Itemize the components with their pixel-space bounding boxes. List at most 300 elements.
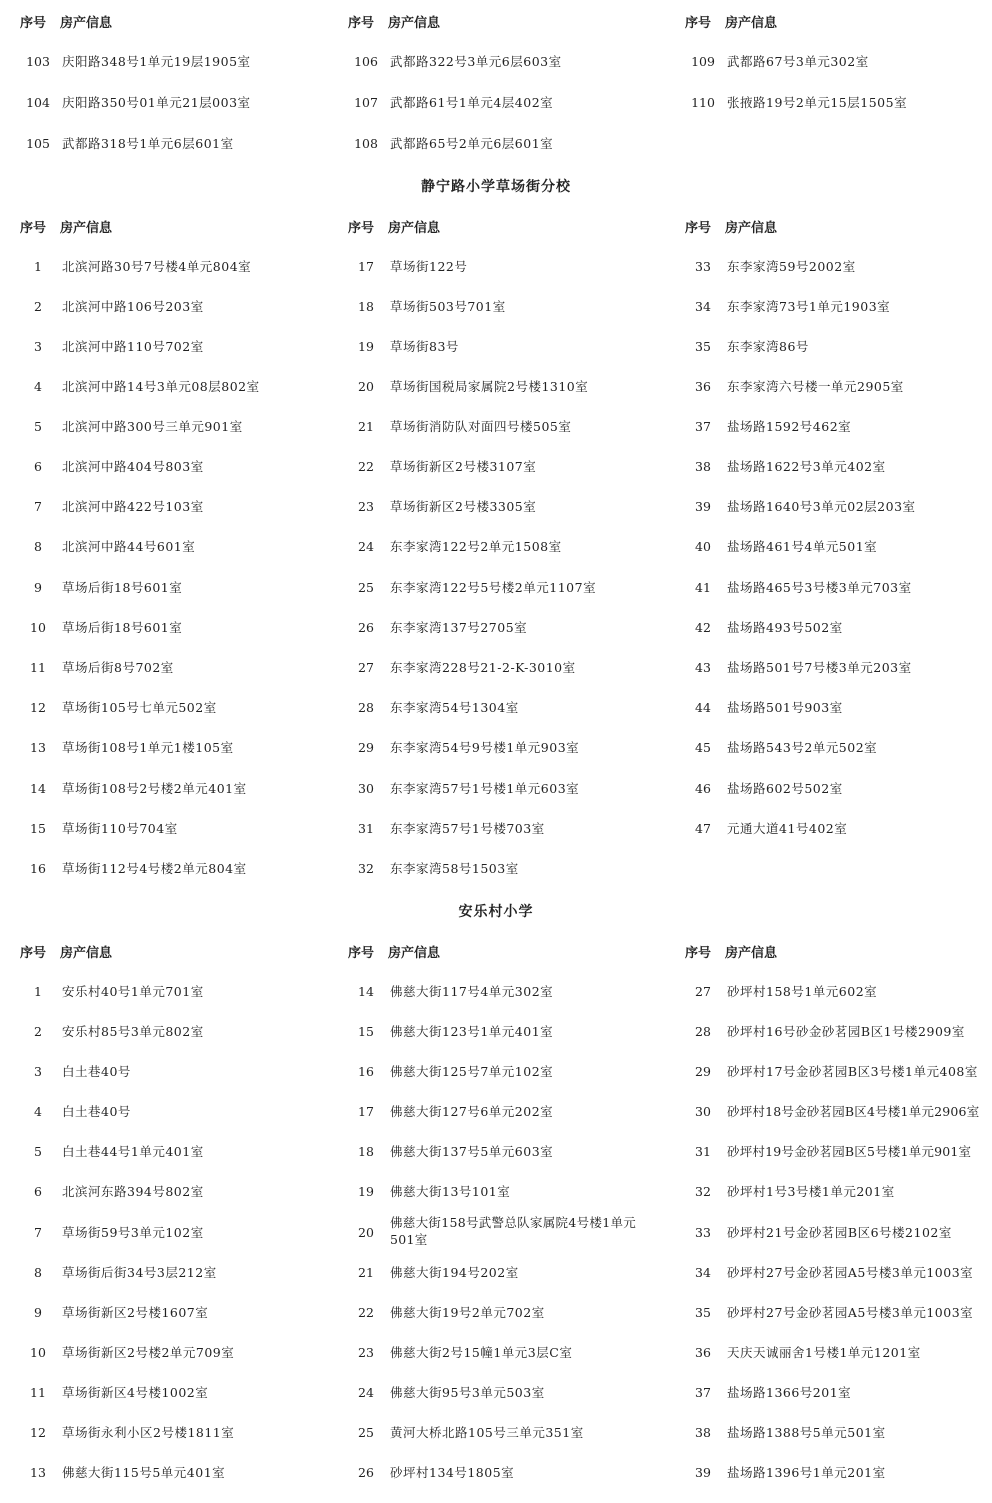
property-info: 盐场路1592号462室 <box>727 419 852 434</box>
table-row <box>20 779 332 819</box>
table-row <box>348 1022 660 1062</box>
table-row <box>685 1182 987 1222</box>
row-number: 19 <box>358 339 374 354</box>
table-row <box>685 1263 987 1303</box>
property-info: 草场街永利小区2号楼1811室 <box>62 1425 235 1440</box>
header-number: 序号 <box>20 221 47 236</box>
row-number: 104 <box>26 95 50 110</box>
table-row <box>348 1303 660 1343</box>
header-info: 房产信息 <box>388 16 441 31</box>
row-number: 28 <box>695 1024 711 1039</box>
table-row <box>20 698 332 738</box>
table-row <box>20 1263 332 1303</box>
property-info: 盐场路501号7号楼3单元203室 <box>727 660 912 675</box>
row-number: 41 <box>695 580 711 595</box>
header-info: 房产信息 <box>725 16 778 31</box>
row-number: 8 <box>34 1265 42 1280</box>
row-number: 40 <box>695 539 711 554</box>
property-info: 砂坪村27号金砂茗园A5号楼3单元1003室 <box>727 1265 974 1280</box>
property-info: 东李家湾122号5号楼2单元1107室 <box>390 580 597 595</box>
row-number: 34 <box>695 1265 711 1280</box>
table-row <box>348 1383 660 1423</box>
row-number: 37 <box>695 419 711 434</box>
table-row <box>685 1062 987 1102</box>
row-number: 35 <box>695 1305 711 1320</box>
section-title: 安乐村小学 <box>458 904 534 920</box>
property-info: 北滨河中路404号803室 <box>62 459 204 474</box>
property-info: 北滨河中路422号103室 <box>62 499 204 514</box>
table-row <box>685 1423 987 1463</box>
table-row <box>20 297 332 337</box>
property-info: 佛慈大街117号4单元302室 <box>390 984 554 999</box>
row-number: 105 <box>26 136 50 151</box>
property-info: 草场后街18号601室 <box>62 620 183 635</box>
table-row <box>20 497 332 537</box>
property-info: 砂坪村158号1单元602室 <box>727 984 878 999</box>
property-info: 草场街112号4号楼2单元804室 <box>62 861 247 876</box>
table-row <box>685 982 987 1022</box>
table-row <box>20 417 332 457</box>
row-number: 103 <box>26 54 50 69</box>
property-info: 草场街新区2号楼2单元709室 <box>62 1345 235 1360</box>
table-row <box>685 1022 987 1062</box>
table-row <box>685 578 987 618</box>
table-row <box>348 578 660 618</box>
header-number: 序号 <box>685 946 712 961</box>
table-row <box>20 377 332 417</box>
row-number: 38 <box>695 1425 711 1440</box>
header-number: 序号 <box>20 946 47 961</box>
table-row <box>685 1142 987 1182</box>
row-number: 42 <box>695 620 711 635</box>
table-row <box>685 738 987 778</box>
row-number: 2 <box>34 1024 42 1039</box>
property-info: 北滨河东路394号802室 <box>62 1184 204 1199</box>
table-row <box>348 779 660 819</box>
row-number: 6 <box>34 1184 42 1199</box>
property-info: 北滨河中路44号601室 <box>62 539 196 554</box>
header-info: 房产信息 <box>725 221 778 236</box>
row-number: 36 <box>695 379 711 394</box>
property-info: 东李家湾57号1号楼703室 <box>390 821 545 836</box>
table-row <box>20 859 332 899</box>
property-info: 草场街新区2号楼1607室 <box>62 1305 209 1320</box>
property-info: 东李家湾86号 <box>727 339 809 354</box>
row-number: 34 <box>695 299 711 314</box>
property-info: 盐场路1640号3单元02层203室 <box>727 499 916 514</box>
header-info: 房产信息 <box>388 946 441 961</box>
row-number: 18 <box>358 299 374 314</box>
property-info: 庆阳路350号01单元21层003室 <box>62 95 251 110</box>
table-row <box>685 1102 987 1142</box>
row-number: 38 <box>695 459 711 474</box>
table-row <box>20 1102 332 1142</box>
row-number: 17 <box>358 1104 374 1119</box>
row-number: 28 <box>358 700 374 715</box>
table-row <box>685 1303 987 1343</box>
header-number: 序号 <box>348 16 375 31</box>
row-number: 22 <box>358 1305 374 1320</box>
property-info: 元通大道41号402室 <box>727 821 848 836</box>
row-number: 29 <box>695 1064 711 1079</box>
property-info: 佛慈大街123号1单元401室 <box>390 1024 554 1039</box>
property-info: 砂坪村18号金砂茗园B区4号楼1单元2906室 <box>727 1104 980 1119</box>
table-row <box>685 497 987 537</box>
row-number: 7 <box>34 499 42 514</box>
table-row <box>20 658 332 698</box>
row-number: 10 <box>30 1345 46 1360</box>
property-info: 佛慈大街137号5单元603室 <box>390 1144 554 1159</box>
row-number: 25 <box>358 580 374 595</box>
table-row <box>20 1022 332 1062</box>
property-info: 草场后街8号702室 <box>62 660 174 675</box>
property-info: 佛慈大街158号武警总队家属院4号楼1单元501室 <box>390 1215 637 1247</box>
property-info: 盐场路1366号201室 <box>727 1385 852 1400</box>
header-info: 房产信息 <box>60 16 113 31</box>
row-number: 25 <box>358 1425 374 1440</box>
property-info: 草场街108号2号楼2单元401室 <box>62 781 247 796</box>
row-number: 46 <box>695 781 711 796</box>
property-info: 草场街后街34号3层212室 <box>62 1265 217 1280</box>
row-number: 110 <box>691 95 715 110</box>
row-number: 23 <box>358 1345 374 1360</box>
header-number: 序号 <box>348 946 375 961</box>
table-row <box>348 417 660 457</box>
property-info: 武都路322号3单元6层603室 <box>390 54 562 69</box>
header-info: 房产信息 <box>388 221 441 236</box>
row-number: 5 <box>34 1144 42 1159</box>
table-row <box>20 537 332 577</box>
property-info: 草场街消防队对面四号楼505室 <box>390 419 572 434</box>
property-info: 武都路65号2单元6层601室 <box>390 136 554 151</box>
row-number: 14 <box>358 984 374 999</box>
table-row <box>348 1263 660 1303</box>
row-number: 11 <box>30 1385 46 1400</box>
property-info: 佛慈大街2号15幢1单元3层C室 <box>390 1345 573 1360</box>
table-row <box>348 337 660 377</box>
row-number: 35 <box>695 339 711 354</box>
property-info: 天庆天诚丽舍1号楼1单元1201室 <box>727 1345 921 1360</box>
row-number: 15 <box>358 1024 374 1039</box>
row-number: 21 <box>358 419 374 434</box>
row-number: 23 <box>358 499 374 514</box>
row-number: 37 <box>695 1385 711 1400</box>
table-row <box>348 1102 660 1142</box>
row-number: 19 <box>358 1184 374 1199</box>
property-info: 草场街122号 <box>390 259 468 274</box>
header-number: 序号 <box>685 16 712 31</box>
property-info: 草场街108号1单元1楼105室 <box>62 740 234 755</box>
property-info: 东李家湾57号1号楼1单元603室 <box>390 781 580 796</box>
header-info: 房产信息 <box>725 946 778 961</box>
table-row <box>348 1343 660 1383</box>
row-number: 39 <box>695 499 711 514</box>
property-info: 北滨河中路14号3单元08层802室 <box>62 379 260 394</box>
row-number: 6 <box>34 459 42 474</box>
row-number: 10 <box>30 620 46 635</box>
row-number: 107 <box>354 95 378 110</box>
property-info: 佛慈大街95号3单元503室 <box>390 1385 545 1400</box>
row-number: 39 <box>695 1465 711 1480</box>
table-row <box>685 1463 987 1503</box>
table-row <box>348 93 660 133</box>
table-row <box>348 537 660 577</box>
property-info: 庆阳路348号1单元19层1905室 <box>62 54 251 69</box>
row-number: 24 <box>358 539 374 554</box>
row-number: 11 <box>30 660 46 675</box>
table-row <box>20 578 332 618</box>
table-row <box>20 337 332 377</box>
property-info: 北滨河路30号7号楼4单元804室 <box>62 259 252 274</box>
row-number: 4 <box>34 1104 42 1119</box>
property-info: 佛慈大街13号101室 <box>390 1184 511 1199</box>
row-number: 14 <box>30 781 46 796</box>
table-row <box>685 257 987 297</box>
table-row <box>20 1383 332 1423</box>
row-number: 26 <box>358 620 374 635</box>
property-info: 佛慈大街115号5单元401室 <box>62 1465 226 1480</box>
row-number: 16 <box>30 861 46 876</box>
property-info: 佛慈大街125号7单元102室 <box>390 1064 554 1079</box>
row-number: 47 <box>695 821 711 836</box>
table-row <box>685 417 987 457</box>
property-info: 草场街59号3单元102室 <box>62 1225 204 1240</box>
table-row <box>20 982 332 1022</box>
header-number: 序号 <box>20 16 47 31</box>
property-info: 盐场路501号903室 <box>727 700 843 715</box>
property-info: 砂坪村27号金砂茗园A5号楼3单元1003室 <box>727 1305 974 1320</box>
table-row <box>685 779 987 819</box>
property-info: 盐场路543号2单元502室 <box>727 740 878 755</box>
property-info: 草场街新区2号楼3305室 <box>390 499 537 514</box>
property-info: 草场街新区4号楼1002室 <box>62 1385 209 1400</box>
table-row <box>348 1423 660 1463</box>
table-row <box>685 337 987 377</box>
row-number: 29 <box>358 740 374 755</box>
property-info: 武都路61号1单元4层402室 <box>390 95 554 110</box>
row-number: 20 <box>358 379 374 394</box>
row-number: 36 <box>695 1345 711 1360</box>
property-info: 砂坪村21号金砂茗园B区6号楼2102室 <box>727 1225 952 1240</box>
table-row <box>348 1463 660 1503</box>
table-row <box>20 1303 332 1343</box>
row-number: 30 <box>358 781 374 796</box>
table-row <box>20 1463 332 1503</box>
row-number: 15 <box>30 821 46 836</box>
property-info: 砂坪村19号金砂茗园B区5号楼1单元901室 <box>727 1144 972 1159</box>
table-row <box>348 698 660 738</box>
property-info: 东李家湾54号9号楼1单元903室 <box>390 740 580 755</box>
table-row <box>20 618 332 658</box>
table-row <box>348 738 660 778</box>
property-info: 白土巷44号1单元401室 <box>62 1144 204 1159</box>
table-row <box>685 618 987 658</box>
property-info: 草场街83号 <box>390 339 459 354</box>
table-row <box>20 738 332 778</box>
property-info: 东李家湾54号1304室 <box>390 700 519 715</box>
property-info: 张掖路19号2单元15层1505室 <box>727 95 908 110</box>
property-info: 草场街国税局家属院2号楼1310室 <box>390 379 589 394</box>
table-row <box>20 134 332 174</box>
row-number: 109 <box>691 54 715 69</box>
property-info: 安乐村85号3单元802室 <box>62 1024 204 1039</box>
header-number: 序号 <box>348 221 375 236</box>
table-row <box>20 819 332 859</box>
table-row <box>20 1343 332 1383</box>
row-number: 33 <box>695 259 711 274</box>
table-row <box>348 377 660 417</box>
table-row <box>348 1062 660 1102</box>
row-number: 18 <box>358 1144 374 1159</box>
property-info: 草场后街18号601室 <box>62 580 183 595</box>
property-info: 盐场路602号502室 <box>727 781 843 796</box>
table-row <box>348 257 660 297</box>
property-info: 东李家湾228号21-2-K-3010室 <box>390 660 576 675</box>
property-info: 佛慈大街194号202室 <box>390 1265 519 1280</box>
row-number: 9 <box>34 1305 42 1320</box>
table-row <box>348 819 660 859</box>
table-row <box>348 618 660 658</box>
property-info: 佛慈大街127号6单元202室 <box>390 1104 554 1119</box>
row-number: 4 <box>34 379 42 394</box>
row-number: 3 <box>34 1064 42 1079</box>
row-number: 27 <box>358 660 374 675</box>
property-info: 白土巷40号 <box>62 1104 131 1119</box>
row-number: 1 <box>34 984 42 999</box>
table-row <box>685 1223 987 1263</box>
row-number: 32 <box>695 1184 711 1199</box>
table-row <box>685 537 987 577</box>
row-number: 31 <box>358 821 374 836</box>
row-number: 13 <box>30 1465 46 1480</box>
row-number: 27 <box>695 984 711 999</box>
row-number: 20 <box>358 1225 374 1240</box>
property-info: 草场街新区2号楼3107室 <box>390 459 537 474</box>
row-number: 21 <box>358 1265 374 1280</box>
property-info: 砂坪村16号砂金砂茗园B区1号楼2909室 <box>727 1024 965 1039</box>
row-number: 24 <box>358 1385 374 1400</box>
property-info: 武都路67号3单元302室 <box>727 54 869 69</box>
table-row <box>685 698 987 738</box>
table-row <box>348 859 660 899</box>
table-row <box>685 457 987 497</box>
row-number: 30 <box>695 1104 711 1119</box>
table-row <box>348 658 660 698</box>
property-info: 北滨河中路300号三单元901室 <box>62 419 243 434</box>
table-row <box>348 52 660 92</box>
property-info: 白土巷40号 <box>62 1064 131 1079</box>
table-row <box>20 1062 332 1102</box>
table-row <box>20 1142 332 1182</box>
property-info: 武都路318号1单元6层601室 <box>62 136 234 151</box>
row-number: 26 <box>358 1465 374 1480</box>
row-number: 2 <box>34 299 42 314</box>
property-info: 盐场路493号502室 <box>727 620 843 635</box>
header-info: 房产信息 <box>60 946 113 961</box>
property-info: 东李家湾73号1单元1903室 <box>727 299 891 314</box>
table-row <box>20 52 332 92</box>
row-number: 16 <box>358 1064 374 1079</box>
row-number: 31 <box>695 1144 711 1159</box>
table-row <box>348 134 660 174</box>
header-number: 序号 <box>685 221 712 236</box>
table-row <box>685 819 987 859</box>
table-row <box>348 982 660 1022</box>
row-number: 17 <box>358 259 374 274</box>
table-row <box>685 1343 987 1383</box>
property-info: 东李家湾58号1503室 <box>390 861 519 876</box>
property-info: 草场街503号701室 <box>390 299 506 314</box>
header-info: 房产信息 <box>60 221 113 236</box>
table-row <box>20 1223 332 1263</box>
row-number: 1 <box>34 259 42 274</box>
property-info: 北滨河中路110号702室 <box>62 339 204 354</box>
table-row <box>20 457 332 497</box>
row-number: 44 <box>695 700 711 715</box>
row-number: 106 <box>354 54 378 69</box>
table-row <box>685 1383 987 1423</box>
property-info: 安乐村40号1单元701室 <box>62 984 204 999</box>
section-title: 静宁路小学草场街分校 <box>421 179 571 195</box>
row-number: 45 <box>695 740 711 755</box>
row-number: 8 <box>34 539 42 554</box>
property-info: 草场街105号七单元502室 <box>62 700 217 715</box>
row-number: 13 <box>30 740 46 755</box>
row-number: 22 <box>358 459 374 474</box>
row-number: 3 <box>34 339 42 354</box>
table-row <box>20 1423 332 1463</box>
row-number: 43 <box>695 660 711 675</box>
table-row <box>348 457 660 497</box>
table-row <box>348 1215 660 1263</box>
property-info: 盐场路1622号3单元402室 <box>727 459 886 474</box>
row-number: 32 <box>358 861 374 876</box>
property-info: 北滨河中路106号203室 <box>62 299 204 314</box>
table-row <box>348 1142 660 1182</box>
table-row <box>20 1182 332 1222</box>
property-info: 盐场路461号4单元501室 <box>727 539 878 554</box>
row-number: 12 <box>30 700 46 715</box>
property-info: 东李家湾59号2002室 <box>727 259 856 274</box>
property-info: 砂坪村1号3号楼1单元201室 <box>727 1184 895 1199</box>
row-number: 9 <box>34 580 42 595</box>
table-row <box>348 497 660 537</box>
table-row <box>685 658 987 698</box>
table-row <box>20 93 332 133</box>
table-row <box>685 377 987 417</box>
property-info: 东李家湾六号楼一单元2905室 <box>727 379 904 394</box>
row-number: 33 <box>695 1225 711 1240</box>
table-row <box>685 52 987 92</box>
property-info: 砂坪村17号金砂茗园B区3号楼1单元408室 <box>727 1064 978 1079</box>
property-info: 东李家湾137号2705室 <box>390 620 528 635</box>
row-number: 5 <box>34 419 42 434</box>
property-info: 佛慈大街19号2单元702室 <box>390 1305 545 1320</box>
row-number: 108 <box>354 136 378 151</box>
property-info: 黄河大桥北路105号三单元351室 <box>390 1425 584 1440</box>
property-info: 草场街110号704室 <box>62 821 178 836</box>
property-info: 盐场路1388号5单元501室 <box>727 1425 886 1440</box>
property-info: 砂坪村134号1805室 <box>390 1465 515 1480</box>
table-row <box>685 297 987 337</box>
property-info: 盐场路465号3号楼3单元703室 <box>727 580 912 595</box>
table-row <box>685 93 987 133</box>
property-info: 东李家湾122号2单元1508室 <box>390 539 562 554</box>
row-number: 12 <box>30 1425 46 1440</box>
row-number: 7 <box>34 1225 42 1240</box>
table-row <box>348 297 660 337</box>
property-info: 盐场路1396号1单元201室 <box>727 1465 886 1480</box>
